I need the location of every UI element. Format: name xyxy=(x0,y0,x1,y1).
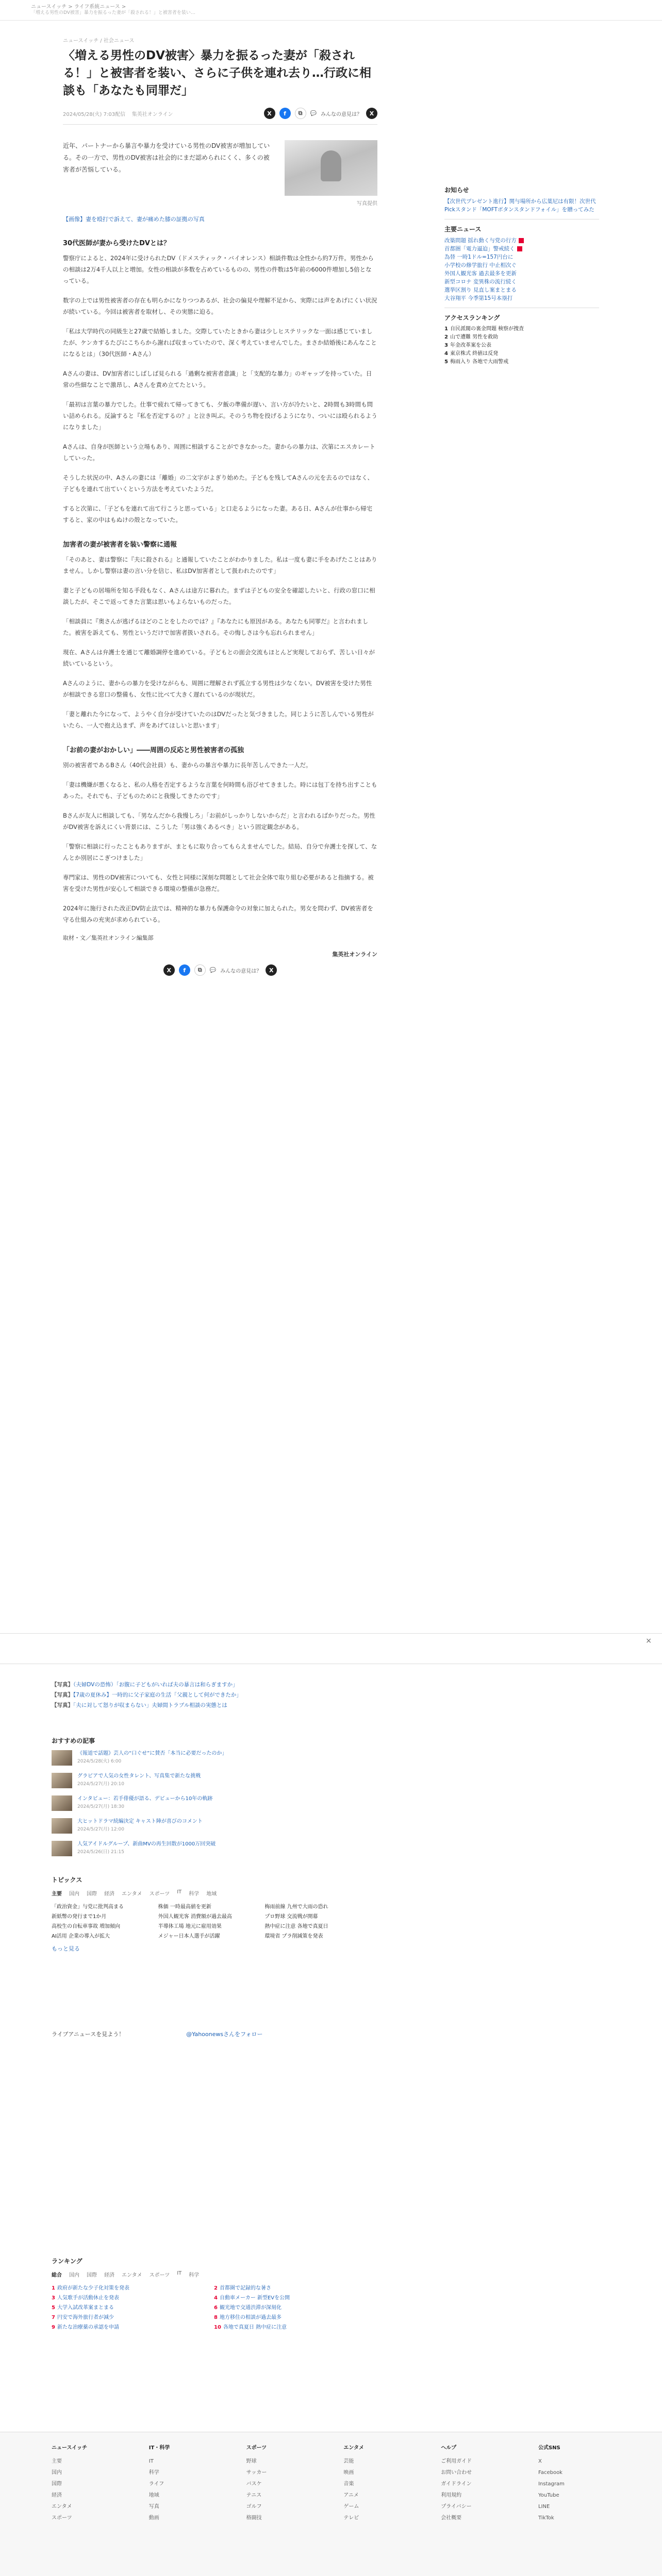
topic-item[interactable]: 高校生の自転車事故 増加傾向 xyxy=(52,1924,121,1929)
body-paragraph: 「そのあと、妻は警察に『夫に殺される』と通報していたことがわかりました。私は一度も妻に手をあげたことはありません。しかし警察は妻の言い分を信じ、私はDV加害者として扱われたのです」 xyxy=(63,556,377,574)
footer-heading: スポーツ xyxy=(246,2445,267,2451)
footer-link[interactable]: ご利用ガイド xyxy=(441,2459,472,2464)
bottom-share-buttons xyxy=(63,964,377,976)
ranking-item[interactable] xyxy=(52,2293,198,2301)
ranking-item[interactable] xyxy=(52,2303,198,2311)
body-paragraph: 「警察に相談に行ったこともありますが、まともに取り合ってもらえませんでした。結局、自分で弁護士を探して、なんとか別居にこぎつけました」 xyxy=(63,843,377,861)
rank-number: 5 xyxy=(52,2305,55,2311)
bottom-banner xyxy=(0,1633,662,1664)
rank-title: 政府が新たな少子化対策を発表 xyxy=(57,2285,129,2291)
main-news-item[interactable]: 首都圏「電力逼迫」警戒続く xyxy=(444,245,599,253)
ranking-item[interactable] xyxy=(214,2283,361,2291)
topic-tab[interactable]: スポーツ xyxy=(149,1891,170,1897)
rank-number: 2 xyxy=(214,2285,218,2291)
ranking-tab[interactable]: 経済 xyxy=(104,2273,114,2278)
ranking-tab[interactable]: 国際 xyxy=(87,2273,97,2278)
photo-caption: 写真提供 xyxy=(357,201,377,207)
article-body xyxy=(63,238,377,925)
list-item[interactable] xyxy=(52,1773,361,1788)
section-heading: 「お前の妻がおかしい」――周囲の反応と男性被害者の孤独 xyxy=(63,747,244,754)
topics-section xyxy=(52,1875,361,1953)
item-date: 2024/5/26(日) 21:15 xyxy=(77,1850,124,1855)
topic-item[interactable]: 新紙幣の発行まで1か月 xyxy=(52,1914,107,1920)
related-text: 【7歳の夏休み】一時的に父子家庭の生活「父親として何ができたか」 xyxy=(73,1692,242,1698)
body-paragraph: 別の被害者であるBさん（40代会社員）も、妻からの暴言や暴力に長年苦しんできた一人だ。 xyxy=(63,761,312,769)
comments-button[interactable]: 💬 みんなの意見は？ xyxy=(209,967,262,974)
topic-item[interactable]: 熱中症に注意 各地で真夏日 xyxy=(264,1924,328,1929)
footer-link[interactable]: LINE xyxy=(538,2504,550,2510)
topic-tab[interactable]: 地域 xyxy=(206,1891,217,1897)
topic-item[interactable]: メジャー日本人選手が活躍 xyxy=(158,1934,220,1939)
body-paragraph: そうした状況の中、Aさんの妻には「離婚」の二文字がよぎり始めた。子どもを残してAさんの元を去るのではなく、子どもを連れて出ていくという方法を考えていたようだ。 xyxy=(63,474,373,493)
live-label[interactable]: ライブアニュースを見よう！ xyxy=(52,2031,125,2038)
side-ranking-item[interactable] xyxy=(444,358,599,366)
facebook-share-icon[interactable]: f xyxy=(179,964,190,976)
footer-link[interactable]: 経済 xyxy=(52,2493,62,2498)
footer-link[interactable]: 格闘技 xyxy=(246,2515,262,2521)
side-ranking-heading: アクセスランキング xyxy=(444,314,500,321)
footer-link[interactable]: 芸能 xyxy=(343,2459,354,2464)
ranking-tab[interactable]: スポーツ xyxy=(149,2273,170,2278)
rank-number: 1 xyxy=(444,326,448,332)
side-ranking-item[interactable] xyxy=(444,350,599,358)
thumbnail[interactable] xyxy=(52,1818,72,1834)
side-ranking-list xyxy=(444,325,599,366)
ranking-item[interactable] xyxy=(52,2283,198,2291)
footer-link[interactable]: ゲーム xyxy=(343,2504,359,2510)
item-body xyxy=(77,1795,212,1811)
footer-link[interactable]: バスケ xyxy=(246,2481,262,2487)
ranking-item[interactable] xyxy=(214,2313,361,2320)
rank-number: 5 xyxy=(444,359,448,365)
item-body xyxy=(77,1841,216,1856)
rank-title: 東京株式 終値は反発 xyxy=(450,351,499,357)
topics-heading: トピックス xyxy=(52,1876,82,1884)
side-ranking-item[interactable] xyxy=(444,333,599,342)
topic-tab[interactable]: エンタメ xyxy=(122,1891,142,1897)
ranking-tab[interactable]: 国内 xyxy=(69,2273,79,2278)
section-heading: 加害者の妻が被害者を装い警察に通報 xyxy=(63,541,177,549)
body-paragraph: 妻と子どもの居場所を知る手段もなく、Aさんは途方に暮れた。まずは子どもの安全を確認したいと、行政の窓口に相談したが、そこで返ってきた言葉は思いもよらないものだった。 xyxy=(63,587,375,605)
footer-column xyxy=(52,2443,124,2524)
related-text: （夫婦DVの恐怖）「お腹に子どもがいれば夫の暴言は和らぎますか」 xyxy=(73,1682,238,1688)
footer-link[interactable]: 映画 xyxy=(343,2470,354,2476)
footer-link[interactable]: 地域 xyxy=(148,2493,159,2498)
rank-title: 山で遭難 男性を救助 xyxy=(450,334,499,340)
footer-link[interactable]: Instagram xyxy=(538,2481,565,2487)
footer-link[interactable]: ガイドライン xyxy=(441,2481,472,2487)
ranking-item[interactable] xyxy=(214,2303,361,2311)
footer-link[interactable]: お問い合わせ xyxy=(441,2470,472,2476)
link-copy-icon[interactable]: ⧉ xyxy=(295,108,306,119)
related-image-link[interactable]: 【画像】妻を殴打で訴えて、妻が痛めた膝の証拠の写真 xyxy=(63,216,205,223)
rank-title: 首都圏で記録的な暑さ xyxy=(219,2285,271,2291)
body-paragraph: Aさんは、自身が医師という立場もあり、周囲に相談することができなかった。妻からの暴力は、次第にエスカレートしていった。 xyxy=(63,443,375,462)
top-bar xyxy=(0,0,662,21)
rank-title: 自動車メーカー 新型EVを公開 xyxy=(219,2295,290,2301)
body-paragraph: Aさんのように、妻からの暴力を受けながらも、周囲に理解されず孤立する男性は少なくない。DV被害を受けた男性が相談できる窓口の整備も、女性に比べて大きく遅れているのが現状だ。 xyxy=(63,680,372,698)
ranking-section xyxy=(52,2257,361,2330)
item-title[interactable]: 《報道で話題》芸人の“口ぐせ”に賛否「本当に必要だったのか」 xyxy=(77,1751,227,1756)
rank-title: 円安で海外旅行者が減少 xyxy=(57,2315,114,2320)
notice-link[interactable]: 【次世代プレゼント進行】関与場所から広葉尼は有限！次世代Pickスタンド「MOFTボタンスタンドフォイル」を贈ってみた xyxy=(444,198,596,213)
footer-link[interactable]: IT xyxy=(148,2459,154,2464)
rank-number: 1 xyxy=(52,2285,55,2291)
lead-figure xyxy=(285,140,377,207)
item-date: 2024/5/27(月) 12:00 xyxy=(77,1827,124,1832)
share-buttons xyxy=(264,108,377,119)
rank-number: 4 xyxy=(214,2295,218,2301)
section-heading: 30代医師が妻から受けたDVとは？ xyxy=(63,240,170,247)
breadcrumb[interactable]: ニュースイッチ > ライフ系統ニュース > xyxy=(31,4,126,10)
body-paragraph: 現在、Aさんは弁護士を通じて離婚調停を進めている。子どもとの面会交流もほとんど実現しておらず、苦しい日々が続いているという。 xyxy=(63,649,375,667)
ranking-heading: ランキング xyxy=(52,2258,82,2265)
rank-number: 9 xyxy=(52,2325,55,2330)
footer-link[interactable]: テレビ xyxy=(343,2515,359,2521)
item-title[interactable]: 人気アイドルグループ、新曲MVの再生回数が1000万回突破 xyxy=(77,1841,216,1847)
divider xyxy=(63,124,377,125)
related-tag: 【写真】 xyxy=(52,1682,73,1688)
article-lead xyxy=(63,140,377,207)
comments-button[interactable]: 💬 みんなの意見は？ xyxy=(310,110,362,117)
topic-item[interactable]: AI活用 企業の導入が拡大 xyxy=(52,1934,110,1939)
main-news-item[interactable]: 大谷翔平 今季第15号本塁打 xyxy=(444,295,513,301)
topic-tab[interactable]: 国内 xyxy=(69,1891,79,1897)
lead-paragraph: 近年、パートナーから暴言や暴力を受けている男性のDV被害が増加している。その一方で、男性のDV被害は社会的にまだ認められにくく、多くの被害者が苦悩している。 xyxy=(63,142,270,173)
item-date: 2024/5/27(月) 18:30 xyxy=(77,1804,124,1809)
footer-heading: ニュースイッチ xyxy=(52,2445,88,2451)
close-icon[interactable]: × xyxy=(646,1637,652,1645)
list-item[interactable] xyxy=(52,1841,361,1856)
ranking-tab[interactable]: 総合 xyxy=(52,2273,62,2278)
x-follow-icon[interactable]: X xyxy=(366,108,377,119)
body-paragraph: 「私は大学時代の同級生と27歳で結婚しました。交際していたときから妻は少しヒステリックな一面は感じていましたが、ケンカするたびにこちらから謝れば収まっていたので、深く考えていませんでした。まさか結婚後にあんなことになるとは」（30代医師・Aさん） xyxy=(63,328,377,358)
related-link[interactable] xyxy=(52,1680,412,1690)
body-paragraph: 「最初は言葉の暴力でした。仕事で疲れて帰ってきても、夕飯の準備が遅い、言い方が冷たいと、2時間も3時間も問い詰められる。反論すると『私を否定するの？』と泣き叫ぶ。そのうち物を投げるようになり、ついには殴られるようになりました」 xyxy=(63,401,377,431)
site-breadcrumbs[interactable]: ニュースイッチ / 社会ニュース xyxy=(63,38,135,44)
recommended-articles xyxy=(52,1736,361,1863)
ranking-tab[interactable]: エンタメ xyxy=(122,2273,142,2278)
rank-title: 梅雨入り 各地で大雨警戒 xyxy=(450,359,509,365)
footer-link[interactable]: X xyxy=(538,2459,542,2464)
footer-link[interactable]: 写真 xyxy=(148,2504,159,2510)
publisher[interactable]: 集英社オンライン xyxy=(332,951,377,958)
footer-link[interactable]: Facebook xyxy=(538,2470,562,2476)
x-share-icon[interactable]: X xyxy=(264,108,275,119)
main-news-item[interactable]: 新型コロナ 変異株の流行続く xyxy=(444,279,517,285)
body-paragraph: 「相談員に『奥さんが逃げるほどのことをしたのでは？』『あなたにも原因がある。あなたも同罪だ』と言われました。被害を訴えても、男性というだけで加害者扱いされる。その悔しさは今も忘れられません」 xyxy=(63,618,369,636)
rank-number: 7 xyxy=(52,2315,55,2320)
ranking-item[interactable] xyxy=(52,2313,198,2320)
rank-title: 各地で真夏日 熱中症に注意 xyxy=(223,2325,287,2330)
comment-icon: 💬 xyxy=(209,967,217,973)
main-news-list xyxy=(444,236,599,302)
topic-item[interactable]: 半導体工場 地元に雇用効果 xyxy=(158,1924,222,1929)
ranking-tab[interactable]: 科学 xyxy=(189,2273,200,2278)
thumbnail[interactable] xyxy=(52,1750,72,1766)
body-paragraph: すると次第に、「子どもを連れて出て行こうと思っている」と口走るようになった妻。ある日、Aさんが仕事から帰宅すると、家の中はもぬけの殻となっていた。 xyxy=(63,505,373,523)
topic-item[interactable]: 環境省 プラ削減策を発表 xyxy=(264,1934,323,1939)
item-body xyxy=(77,1818,203,1834)
footer-link[interactable]: エンタメ xyxy=(52,2504,72,2510)
footer-link[interactable]: ゴルフ xyxy=(246,2504,262,2510)
footer-columns xyxy=(52,2443,610,2524)
facebook-share-icon[interactable]: f xyxy=(279,108,291,119)
list-item[interactable] xyxy=(52,1795,361,1811)
rank-title: 地方移住の相談が過去最多 xyxy=(219,2315,282,2320)
sidebar xyxy=(444,185,599,366)
topic-item[interactable]: プロ野球 交流戦が開幕 xyxy=(264,1914,318,1920)
byline: 取材・文／集英社オンライン編集部 xyxy=(63,935,154,941)
x-share-icon[interactable]: X xyxy=(163,964,175,976)
item-title[interactable]: インタビュー：若手俳優が語る、デビューから10年の軌跡 xyxy=(77,1796,213,1802)
thumbnail[interactable] xyxy=(52,1841,72,1856)
notice-heading: お知らせ xyxy=(444,187,469,194)
body-paragraph: Bさんが友人に相談しても、「男なんだから我慢しろ」「お前がしっかりしないからだ」と言われるばかりだった。男性がDV被害を訴えにくい背景には、こうした「男は強くあるべき」という固定観念がある。 xyxy=(63,812,375,831)
new-badge xyxy=(519,238,524,243)
footer-link[interactable]: 国内 xyxy=(52,2470,62,2476)
topic-item[interactable]: 「政治資金」与党に批判高まる xyxy=(52,1904,124,1910)
item-body xyxy=(77,1750,227,1766)
rank-number: 3 xyxy=(52,2295,55,2301)
footer-link[interactable]: テニス xyxy=(246,2493,262,2498)
topic-tab[interactable]: 科学 xyxy=(189,1891,200,1897)
footer-heading: ヘルプ xyxy=(441,2445,457,2451)
x-follow-icon[interactable]: X xyxy=(266,964,277,976)
topic-item[interactable]: 外国人観光客 消費額が過去最高 xyxy=(158,1914,232,1920)
related-link[interactable] xyxy=(52,1700,412,1710)
thumbnail[interactable] xyxy=(52,1773,72,1788)
ranking-grid xyxy=(52,2283,361,2330)
footer xyxy=(0,2432,662,2576)
ranking-tabs xyxy=(52,2270,361,2278)
list-item[interactable] xyxy=(52,1750,361,1766)
item-date: 2024/5/28(火) 6:00 xyxy=(77,1759,122,1764)
topics-tabs xyxy=(52,1889,361,1897)
article-main xyxy=(63,36,377,976)
footer-link[interactable]: 野球 xyxy=(246,2459,257,2464)
rank-number: 3 xyxy=(444,343,448,348)
related-tag: 【写真】 xyxy=(52,1702,73,1708)
topic-tab[interactable]: 経済 xyxy=(104,1891,114,1897)
body-paragraph: Aさんの妻は、DV加害者にしばしば見られる「過剰な被害者意識」と「支配的な暴力」のギャップを持っていた。日常の些細なことで激昂し、Aさんを責め立てたという。 xyxy=(63,370,372,388)
topic-item[interactable]: 株価 一時最高値を更新 xyxy=(158,1904,211,1910)
article-meta xyxy=(63,108,377,119)
item-title[interactable]: グラビアで人気の女性タレント、写真集で新たな挑戦 xyxy=(77,1773,201,1779)
rank-title: 観光地で交通渋滞が深刻化 xyxy=(219,2305,282,2311)
list-item[interactable] xyxy=(52,1818,361,1834)
ranking-item[interactable] xyxy=(214,2323,361,2330)
thumbnail[interactable] xyxy=(52,1795,72,1811)
related-tag: 【写真】 xyxy=(52,1692,73,1698)
rank-number: 6 xyxy=(214,2305,218,2311)
body-paragraph: 警察庁によると、2024年に受けられたDV（ドメスティック・バイオレンス）相談件数は全性から約7万件。男性からの相談は2万4千人以上と増加。女性の相談が多数を占めているものの、男性の件数は5年前の6000件増加し5倍となっている。 xyxy=(63,255,374,284)
footer-column xyxy=(441,2443,513,2524)
footer-link[interactable]: プライバシー xyxy=(441,2504,472,2510)
footer-column xyxy=(343,2443,416,2524)
breadcrumb-title: 「増える男性のDV被害」暴力を振るった妻が「殺される！」と被害者を装い… xyxy=(31,10,195,15)
body-paragraph: 数字の上では男性被害者の存在も明らかになりつつあるが、社会の偏見や理解不足から、実際には声をあげにくい状況が続いている。今回は被害者を取材し、その実態に迫る。 xyxy=(63,297,377,315)
main-news-item[interactable]: 選挙区割り 見直し案まとまる xyxy=(444,287,517,293)
footer-column xyxy=(149,2443,221,2524)
topics-grid xyxy=(52,1902,361,1939)
footer-link[interactable]: 国際 xyxy=(52,2481,62,2487)
rank-title: 新たな治療薬の承認を申請 xyxy=(57,2325,119,2330)
ranking-tab[interactable]: IT xyxy=(177,2270,182,2276)
footer-link[interactable]: 音楽 xyxy=(343,2481,354,2487)
topic-tab[interactable]: 国際 xyxy=(87,1891,97,1897)
lead-photo[interactable] xyxy=(285,140,377,196)
rank-title: 年金改革案を公表 xyxy=(450,343,491,348)
topic-item[interactable]: 梅雨前線 九州で大雨の恐れ xyxy=(264,1904,328,1910)
live-follow xyxy=(52,2030,361,2038)
rank-title: 人気歌手が活動休止を発表 xyxy=(57,2295,119,2301)
rank-number: 2 xyxy=(444,334,448,340)
item-title[interactable]: 大ヒットドラマ続編決定 キャスト陣が喜びのコメント xyxy=(77,1819,203,1824)
related-link[interactable] xyxy=(52,1690,412,1700)
more-topics-link[interactable]: もっと見る xyxy=(52,1945,80,1952)
topic-tab[interactable]: 主要 xyxy=(52,1891,62,1897)
body-paragraph: 「妻は機嫌が悪くなると、私の人格を否定するような言葉を何時間も浴びせてきました。時には包丁を持ち出すこともあった。それでも、子どものためにと我慢してきたのです」 xyxy=(63,781,377,800)
follow-link[interactable]: @Yahoonewsさんをフォロー xyxy=(186,2031,263,2038)
body-paragraph: 2024年に施行された改正DV防止法では、精神的な暴力も保護命令の対象に加えられた。男女を問わず、DV被害者を守る仕組みの充実が求められている。 xyxy=(63,905,373,923)
related-text: 「夫に対して怒りが収まらない」夫婦間トラブル相談の実態とは xyxy=(73,1702,227,1708)
footer-link[interactable]: スポーツ xyxy=(52,2515,72,2521)
body-paragraph: 専門家は、男性のDV被害についても、女性と同様に深刻な問題として社会全体で取り組む必要があると指摘する。被害を受けた男性が安心して相談できる環境の整備が急務だ。 xyxy=(63,874,374,892)
comment-icon: 💬 xyxy=(310,110,317,116)
ranking-item[interactable] xyxy=(214,2293,361,2301)
article-date: 2024/05/28(火) 7:03配信 xyxy=(63,111,126,117)
ranking-item[interactable] xyxy=(52,2323,198,2330)
footer-link[interactable]: 会社概要 xyxy=(441,2515,462,2521)
footer-link[interactable]: 利用規約 xyxy=(441,2493,462,2498)
item-body xyxy=(77,1773,201,1788)
related-links xyxy=(52,1680,412,1710)
rank-title: 大学入試改革案まとまる xyxy=(57,2305,114,2311)
footer-heading: 公式SNS xyxy=(538,2445,560,2451)
footer-column xyxy=(538,2443,610,2524)
footer-link[interactable]: 主要 xyxy=(52,2459,62,2464)
rank-number: 10 xyxy=(214,2325,221,2330)
rank-title: 自民派閥の裏金問題 検察が捜査 xyxy=(450,326,524,332)
body-paragraph: 「妻と離れた今になって、ようやく自分が受けていたのはDVだったと気づきました。同じように苦しんでいる男性がいたら、一人で抱え込まず、声をあげてほしいと思います」 xyxy=(63,710,374,729)
footer-link[interactable]: ライフ xyxy=(148,2481,164,2487)
footer-link[interactable]: TikTok xyxy=(538,2515,554,2521)
side-ranking-item[interactable] xyxy=(444,325,599,333)
recommended-heading: おすすめの記事 xyxy=(52,1737,95,1744)
main-news-item[interactable]: 為替 一時1ドル=157円台に xyxy=(444,254,514,260)
main-news-item[interactable]: 外国人観光客 過去最多を更新 xyxy=(444,270,517,277)
new-badge xyxy=(517,246,522,251)
article-source[interactable]: 集英社オンライン xyxy=(131,111,173,117)
footer-heading: IT・科学 xyxy=(148,2445,170,2451)
footer-link[interactable]: 科学 xyxy=(148,2470,159,2476)
side-ranking-item[interactable] xyxy=(444,342,599,350)
item-date: 2024/5/27(月) 20:10 xyxy=(77,1782,124,1787)
main-news-item[interactable]: 小学校の修学旅行 中止相次ぐ xyxy=(444,262,517,268)
article-title: 〈増える男性のDV被害〉暴力を振るった妻が「殺される！」と被害者を装い、さらに子供を連れ去り…行政に相談も「あなたも同罪だ」 xyxy=(63,49,371,97)
rank-number: 4 xyxy=(444,351,448,357)
footer-link[interactable]: アニメ xyxy=(343,2493,359,2498)
main-news-heading: 主要ニュース xyxy=(444,226,482,233)
rank-number: 8 xyxy=(214,2315,218,2320)
link-copy-icon[interactable]: ⧉ xyxy=(194,964,206,976)
main-news-item[interactable]: 改築問題 揺れ動く与党の行方 xyxy=(444,236,599,245)
topic-tab[interactable]: IT xyxy=(177,1889,182,1895)
footer-heading: エンタメ xyxy=(343,2445,364,2451)
footer-link[interactable]: YouTube xyxy=(538,2493,559,2498)
footer-column xyxy=(246,2443,319,2524)
footer-link[interactable]: サッカー xyxy=(246,2470,267,2476)
footer-link[interactable]: 動画 xyxy=(148,2515,159,2521)
